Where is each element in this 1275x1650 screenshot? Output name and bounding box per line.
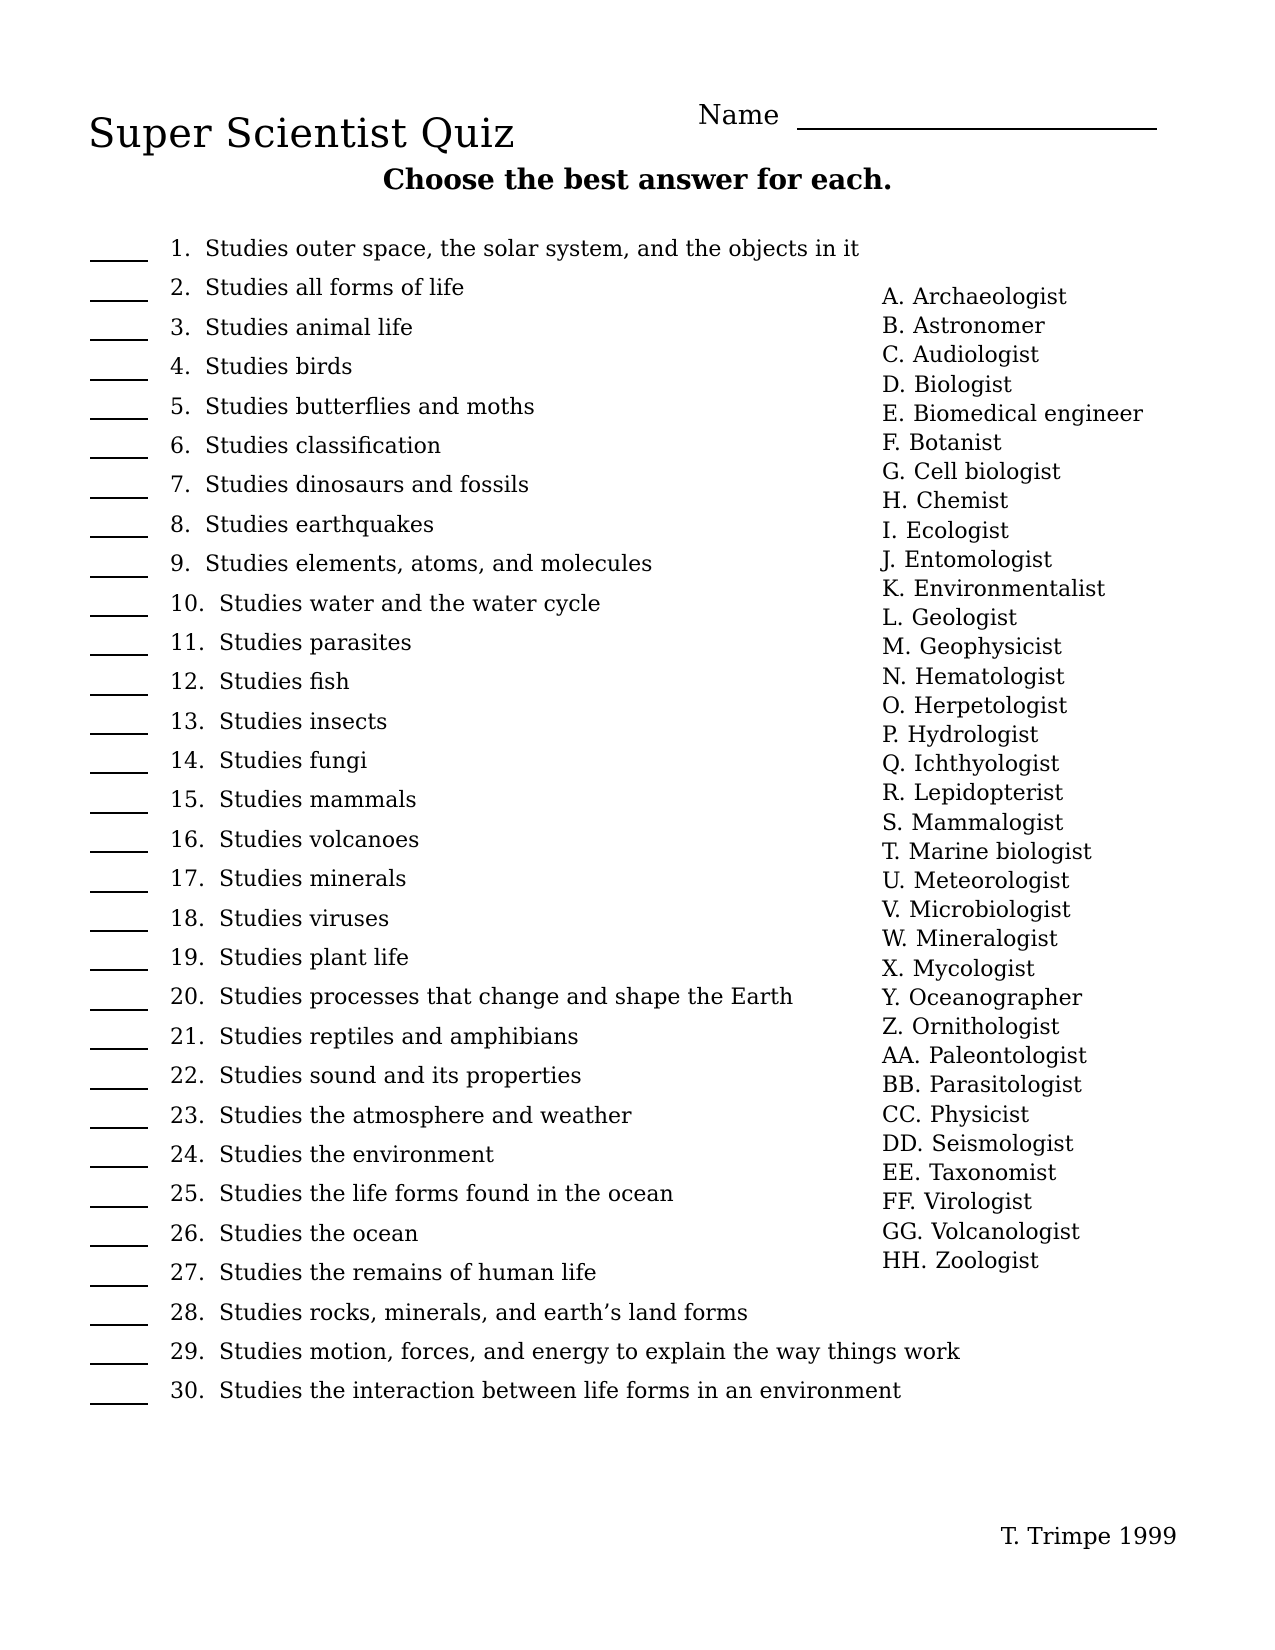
answer-blank[interactable]	[90, 653, 148, 656]
answer-choice-letter: U.	[882, 869, 906, 895]
answer-blank[interactable]	[90, 771, 148, 774]
answer-choice-letter: E.	[882, 401, 906, 427]
answer-choice-label: Geophysicist	[919, 635, 1062, 661]
answer-choice-letter: Y.	[882, 985, 901, 1011]
answer-choice-label: Physicist	[929, 1102, 1030, 1128]
answer-choice-letter: L.	[882, 606, 904, 632]
question-number: 22.	[170, 1064, 205, 1090]
answer-choice	[882, 546, 1262, 575]
answer-choice-label: Archaeologist	[912, 285, 1067, 310]
question-text: Studies earthquakes	[205, 512, 435, 538]
answer-blank[interactable]	[90, 1126, 148, 1129]
answer-choice-letter: AA.	[882, 1044, 921, 1070]
answer-choice-label: Microbiologist	[909, 898, 1071, 924]
answer-choice-letter: R.	[882, 781, 906, 807]
answer-choice	[882, 1013, 1262, 1042]
question-text: Studies classification	[205, 433, 441, 459]
answer-choice-label: Herpetologist	[913, 693, 1068, 719]
question-number: 8.	[170, 512, 191, 538]
answer-choice-label: Entomologist	[904, 547, 1053, 573]
answer-choice	[882, 779, 1262, 808]
answer-choice	[882, 1218, 1262, 1247]
question-number: 13.	[170, 709, 205, 735]
answer-choice-letter: FF.	[882, 1190, 917, 1216]
question-text: Studies reptiles and amphibians	[219, 1024, 579, 1050]
answer-choice-label: Cell biologist	[913, 460, 1061, 486]
answer-choice-label: Marine biologist	[908, 839, 1092, 865]
answer-choice-letter: O.	[882, 693, 906, 719]
question-text: Studies fish	[219, 670, 350, 696]
answer-choice-label: Lepidopterist	[913, 781, 1064, 807]
answer-choice-letter: A.	[882, 285, 905, 310]
question-text: Studies minerals	[219, 867, 407, 893]
answer-choice-letter: I.	[882, 518, 898, 544]
question-text: Studies the ocean	[219, 1221, 419, 1247]
answer-blank[interactable]	[90, 929, 148, 932]
answer-blank[interactable]	[90, 1165, 148, 1168]
answer-choice-label: Biologist	[913, 372, 1012, 398]
answer-choice	[882, 341, 1262, 370]
question-number: 29.	[170, 1339, 205, 1365]
answer-choice	[882, 984, 1262, 1013]
answer-blank[interactable]	[90, 890, 148, 893]
answer-choice	[882, 663, 1262, 692]
name-field	[698, 99, 1157, 133]
answer-choice	[882, 575, 1262, 604]
answer-blank[interactable]	[90, 456, 148, 459]
question-text: Studies elements, atoms, and molecules	[205, 552, 653, 578]
answer-choice-label: Botanist	[908, 431, 1002, 457]
answer-choice-label: Seismologist	[931, 1131, 1074, 1157]
question-number: 27.	[170, 1261, 205, 1287]
question-number: 5.	[170, 394, 191, 420]
question-number: 19.	[170, 946, 205, 972]
answer-choice	[882, 721, 1262, 750]
answer-choice	[882, 487, 1262, 516]
answer-choice-label: Ecologist	[905, 518, 1009, 544]
answer-blank[interactable]	[90, 535, 148, 538]
question-text: Studies the interaction between life forms in an environment	[219, 1379, 902, 1405]
answer-choice-label: Taxonomist	[929, 1161, 1057, 1187]
question-number: 20.	[170, 985, 205, 1011]
question-text: Studies insects	[219, 709, 388, 735]
question-number: 9.	[170, 552, 191, 578]
answer-choice-letter: Q.	[882, 752, 906, 778]
answer-choice-letter: J.	[882, 547, 897, 573]
question-number: 23.	[170, 1103, 205, 1129]
answer-blank[interactable]	[90, 1087, 148, 1090]
answer-choice	[882, 1042, 1262, 1071]
question-text: Studies mammals	[219, 788, 417, 814]
question-number: 11.	[170, 630, 205, 656]
answer-blank[interactable]	[90, 575, 148, 578]
question-number: 14.	[170, 749, 205, 775]
answer-choice	[882, 604, 1262, 633]
answer-choice-letter: K.	[882, 577, 906, 603]
answer-choice	[882, 458, 1262, 487]
question-text: Studies plant life	[219, 946, 409, 972]
answer-blank[interactable]	[90, 693, 148, 696]
question-text: Studies animal life	[205, 315, 414, 341]
answer-blank[interactable]	[90, 299, 148, 302]
answer-choice-label: Chemist	[916, 489, 1009, 515]
answer-blank[interactable]	[90, 259, 148, 262]
answer-choice	[882, 517, 1262, 546]
question-text: Studies birds	[205, 355, 353, 381]
question-text: Studies parasites	[219, 630, 412, 656]
question-text: Studies dinosaurs and fossils	[205, 473, 530, 499]
answer-choice	[882, 371, 1262, 400]
question-number: 18.	[170, 906, 205, 932]
answer-choice-label: Biomedical engineer	[913, 401, 1144, 427]
question-number: 16.	[170, 827, 205, 853]
answer-choice-label: Oceanographer	[908, 985, 1083, 1011]
answer-choice	[882, 1247, 1262, 1276]
answer-blank[interactable]	[90, 1244, 148, 1247]
question-text: Studies fungi	[219, 749, 368, 775]
question-text: Studies the remains of human life	[219, 1261, 597, 1287]
answer-choice	[882, 955, 1262, 984]
answer-choice-label: Environmentalist	[913, 577, 1106, 603]
answer-choice-letter: G.	[882, 460, 906, 486]
answer-choice-letter: H.	[882, 489, 909, 515]
question-text: Studies outer space, the solar system, and the objects in it	[205, 237, 860, 262]
answer-choice-label: Audiologist	[913, 343, 1039, 369]
question-number: 21.	[170, 1024, 205, 1050]
answer-blank[interactable]	[90, 850, 148, 853]
answer-choice	[882, 838, 1262, 867]
answer-blank[interactable]	[90, 1362, 148, 1365]
question-text: Studies volcanoes	[219, 827, 420, 853]
question-number: 6.	[170, 433, 191, 459]
answer-choice-label: Hydrologist	[907, 723, 1039, 749]
answer-choice	[882, 692, 1262, 721]
question-number: 7.	[170, 473, 191, 499]
answer-choice-label: Ichthyologist	[913, 752, 1060, 778]
question-number: 15.	[170, 788, 205, 814]
answer-choice-label: Meteorologist	[913, 869, 1070, 895]
answer-choice-label: Virologist	[924, 1190, 1032, 1216]
answer-choice-label: Paleontologist	[928, 1044, 1087, 1070]
answer-choice-letter: M.	[882, 635, 912, 661]
question-text: Studies sound and its properties	[219, 1064, 582, 1090]
answer-choice-label: Mycologist	[912, 956, 1035, 982]
answer-blank[interactable]	[90, 1205, 148, 1208]
answer-choice-letter: F.	[882, 431, 901, 457]
question-text: Studies motion, forces, and energy to explain the way things work	[219, 1339, 960, 1365]
answer-choice-label: Ornithologist	[911, 1015, 1060, 1041]
answer-choice-letter: D.	[882, 372, 906, 398]
answer-choice-letter: HH.	[882, 1248, 928, 1274]
answer-blank[interactable]	[90, 338, 148, 341]
answer-choice-letter: EE.	[882, 1161, 922, 1187]
answer-blank[interactable]	[90, 1008, 148, 1011]
answer-choice	[882, 925, 1262, 954]
question-text: Studies butterflies and moths	[205, 394, 535, 420]
instructions-heading: Choose the best answer for each.	[382, 163, 893, 196]
answer-choice-letter: P.	[882, 723, 900, 749]
answer-choice-letter: B.	[882, 314, 906, 340]
answer-choice-label: Mineralogist	[915, 927, 1058, 953]
answer-choice-label: Hematologist	[914, 664, 1065, 690]
question-text: Studies water and the water cycle	[219, 591, 601, 617]
answer-choice	[882, 1159, 1262, 1188]
answer-choice	[882, 809, 1262, 838]
question-number: 17.	[170, 867, 205, 893]
question-text: Studies the life forms found in the ocean	[219, 1182, 674, 1208]
answer-blank[interactable]	[90, 614, 148, 617]
answer-blank[interactable]	[90, 496, 148, 499]
answer-blank[interactable]	[90, 811, 148, 814]
answer-choice	[882, 896, 1262, 925]
question-text: Studies the atmosphere and weather	[219, 1103, 632, 1129]
answer-choice-letter: W.	[882, 927, 908, 953]
answer-choice	[882, 283, 1262, 312]
question-row	[90, 1294, 1190, 1333]
answer-choice-letter: BB.	[882, 1073, 922, 1099]
answer-choice	[882, 633, 1262, 662]
question-number: 2.	[170, 276, 191, 302]
answer-choice	[882, 400, 1262, 429]
question-number: 3.	[170, 315, 191, 341]
answer-choice-label: Mammalogist	[911, 810, 1064, 836]
answer-choice-letter: CC.	[882, 1102, 922, 1128]
question-row	[90, 230, 1190, 269]
answer-choice	[882, 312, 1262, 341]
question-text: Studies the environment	[219, 1142, 494, 1168]
answer-choice-label: Zoologist	[935, 1248, 1039, 1274]
answer-choice-label: Geologist	[911, 606, 1017, 632]
question-number: 1.	[170, 237, 191, 262]
name-input-line[interactable]	[797, 127, 1157, 130]
question-number: 12.	[170, 670, 205, 696]
answer-choice-letter: N.	[882, 664, 907, 690]
answer-blank[interactable]	[90, 968, 148, 971]
question-number: 4.	[170, 355, 191, 381]
answer-blank[interactable]	[90, 1284, 148, 1287]
question-number: 26.	[170, 1221, 205, 1247]
question-row	[90, 1372, 1190, 1411]
answer-choice	[882, 1101, 1262, 1130]
answer-blank[interactable]	[90, 1323, 148, 1326]
answer-choice-letter: V.	[882, 898, 902, 924]
question-number: 25.	[170, 1182, 205, 1208]
answer-choice-letter: C.	[882, 343, 906, 369]
question-text: Studies rocks, minerals, and earth’s land forms	[219, 1300, 748, 1326]
answer-blank[interactable]	[90, 417, 148, 420]
question-text: Studies all forms of life	[205, 276, 465, 302]
question-number: 10.	[170, 591, 205, 617]
answer-choice-letter: DD.	[882, 1131, 924, 1157]
question-text: Studies processes that change and shape the Earth	[219, 985, 794, 1011]
name-label: Name	[698, 100, 780, 131]
answer-blank[interactable]	[90, 378, 148, 381]
answer-choice-letter: S.	[882, 810, 904, 836]
answer-choice-letter: T.	[882, 839, 901, 865]
answer-blank[interactable]	[90, 1402, 148, 1405]
page-title: Super Scientist Quiz	[88, 110, 515, 157]
question-text: Studies viruses	[219, 906, 390, 932]
answer-choice	[882, 1188, 1262, 1217]
answer-choice	[882, 429, 1262, 458]
question-number: 28.	[170, 1300, 205, 1326]
question-number: 24.	[170, 1142, 205, 1168]
question-number: 30.	[170, 1379, 205, 1405]
answer-choice-letter: Z.	[882, 1015, 904, 1041]
answer-blank[interactable]	[90, 732, 148, 735]
answer-choice	[882, 1130, 1262, 1159]
answer-choice-letter: GG.	[882, 1219, 924, 1245]
footer-credit: T. Trimpe 1999	[1000, 1524, 1177, 1550]
answer-choice	[882, 1071, 1262, 1100]
answer-blank[interactable]	[90, 1047, 148, 1050]
answer-choice-label: Parasitologist	[929, 1073, 1082, 1099]
answer-choice-label: Astronomer	[913, 314, 1045, 340]
answer-choice-label: Volcanologist	[931, 1219, 1080, 1245]
answer-choices-list	[882, 283, 1262, 1276]
answer-choice-letter: X.	[882, 956, 905, 982]
answer-choice	[882, 867, 1262, 896]
answer-choice	[882, 750, 1262, 779]
question-row	[90, 1333, 1190, 1372]
